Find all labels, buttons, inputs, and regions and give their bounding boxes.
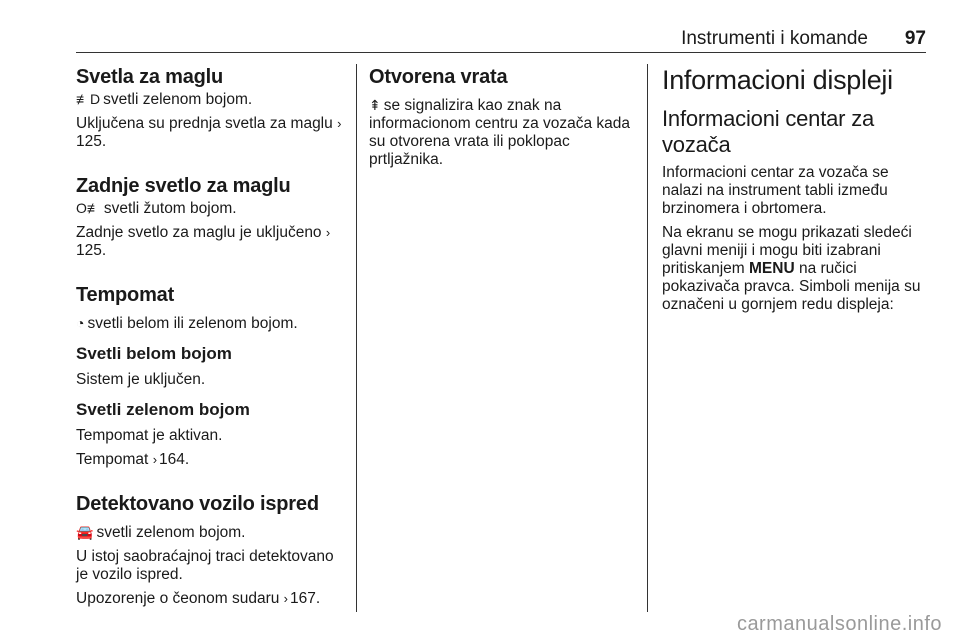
white-light-heading: Svetli belom bojom — [76, 344, 232, 363]
page-reference-link[interactable]: 125. — [76, 133, 107, 150]
vehicle-ahead-heading: Detektovano vozilo ispred — [76, 493, 319, 515]
driver-info-center-text: Informacioni centar za vozača se nalazi na instrument tabli između brzinomera i obrtomera. — [662, 164, 889, 217]
driver-info-center-heading: Informacioni centar za vozača — [662, 106, 875, 157]
front-fog-light-icon: ≢D — [76, 91, 101, 107]
column-1 — [76, 64, 348, 608]
column-divider-2 — [647, 64, 648, 612]
open-door-heading: Otvorena vrata — [369, 66, 508, 88]
fog-lights-text: Uključena su prednja svetla za maglu ›125. — [76, 115, 342, 150]
page-reference-link[interactable]: 164. — [159, 451, 190, 468]
cruise-control-heading: Tempomat — [76, 284, 175, 306]
page-reference-link[interactable]: 125. — [76, 242, 107, 259]
reference-arrow-icon: › — [325, 225, 331, 240]
rear-fog-text: Zadnje svetlo za maglu je uključeno ›125. — [76, 224, 331, 259]
page-header — [76, 26, 926, 53]
fog-lights-status: ≢D svetli zelenom bojom. — [76, 91, 253, 108]
menu-description: Na ekranu se mogu prikazati sledeći glavni meniji i mogu biti izabrani pritiskanjem MENU na ručici pokazivača pravca. Simboli menija su označeni u gornjem redu displeja: — [662, 224, 921, 313]
cruise-reference: Tempomat › 164. — [76, 451, 190, 468]
column-3 — [662, 64, 927, 314]
column-2 — [369, 64, 631, 169]
info-displays-heading: Informacioni displeji — [662, 65, 893, 95]
menu-keyword: MENU — [749, 260, 795, 277]
reference-arrow-icon: › — [152, 452, 158, 467]
green-light-text: Tempomat je aktivan. — [76, 427, 223, 444]
rear-fog-heading: Zadnje svetlo za maglu — [76, 175, 291, 197]
rear-fog-light-icon: O≢ — [76, 200, 101, 216]
fog-lights-heading: Svetla za maglu — [76, 66, 224, 88]
collision-reference: Upozorenje o čeonom sudaru › 167. — [76, 590, 321, 607]
vehicle-ahead-icon: 🚘 — [76, 524, 94, 540]
rear-fog-status: O≢ svetli žutom bojom. — [76, 200, 237, 217]
cruise-control-icon: ◔ — [76, 315, 85, 331]
page-number: 97 — [904, 28, 926, 49]
vehicle-ahead-text: U istoj saobraćajnoj traci detektovano je vozilo ispred. — [76, 548, 334, 583]
cruise-control-status: ◔ svetli belom ili zelenom bojom. — [76, 315, 298, 332]
reference-arrow-icon: › — [337, 116, 342, 131]
header-section-title: Instrumenti i komande — [681, 28, 868, 49]
reference-arrow-icon: › — [283, 591, 289, 606]
open-door-icon: ⇞ — [369, 97, 381, 113]
column-divider-1 — [356, 64, 357, 612]
page-reference-link[interactable]: 167. — [290, 590, 321, 607]
green-light-heading: Svetli zelenom bojom — [76, 400, 250, 419]
open-door-text: ⇞ se signalizira kao znak na informacionom centru za vozača kada su otvorena vrata ili poklopac prtljažnika. — [369, 97, 631, 168]
white-light-text: Sistem je uključen. — [76, 371, 206, 388]
watermark: carmanualsonline.info — [736, 613, 942, 635]
vehicle-ahead-status: 🚘 svetli zelenom bojom. — [76, 524, 246, 541]
